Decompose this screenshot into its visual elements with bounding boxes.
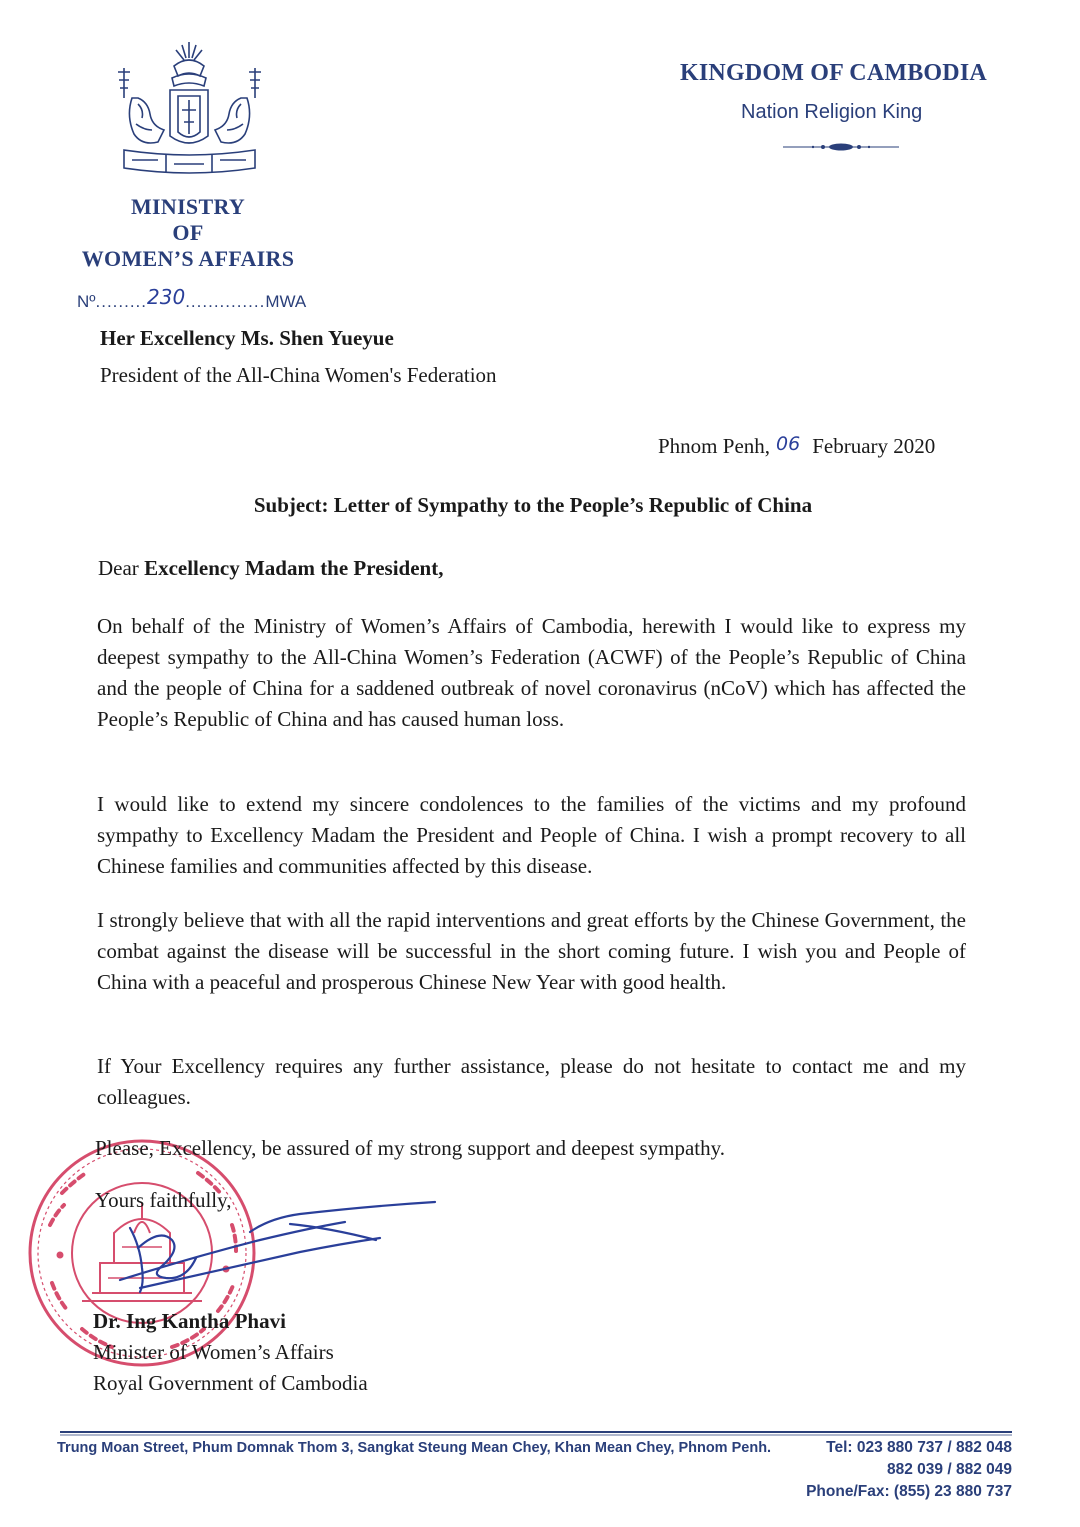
kingdom-title: KINGDOM OF CAMBODIA xyxy=(680,60,987,86)
recipient-title: President of the All-China Women's Federation xyxy=(100,363,497,387)
reference-prefix: Nº xyxy=(77,292,96,311)
sign-off: Yours faithfully, xyxy=(95,1188,232,1212)
ministry-name-line-1: MINISTRY xyxy=(130,194,246,219)
signer-name: Dr. Ing Kantha Phavi xyxy=(93,1309,286,1333)
ministry-name-line-2: OF xyxy=(172,220,204,245)
body-paragraph-3: I strongly believe that with all the rapid interventions and great efforts by the Chinese Government, the combat against the disease will be successful in the short coming future. I wish you and People of China with a peaceful and prosperous Chinese New Year with good health. xyxy=(97,908,966,994)
ministry-name-line-3: WOMEN’S AFFAIRS xyxy=(81,246,295,271)
closing-sentence: Please, Excellency, be assured of my strong support and deepest sympathy. xyxy=(95,1136,726,1160)
date-month-year: February 2020 xyxy=(812,434,936,458)
letter-subject: Subject: Letter of Sympathy to the People’s Republic of China xyxy=(253,493,813,517)
footer-contact xyxy=(806,1437,1012,1503)
signer-position: Minister of Women’s Affairs xyxy=(93,1340,334,1364)
footer-tel-line-2: 882 039 / 882 049 xyxy=(887,1461,1012,1478)
footer-tel-line-1: Tel: 023 880 737 / 882 048 xyxy=(826,1439,1012,1456)
handwritten-signature-icon xyxy=(100,1188,445,1298)
date-day-handwritten: 06 xyxy=(776,433,801,455)
national-motto: Nation Religion King xyxy=(741,101,923,123)
body-paragraph-4: If Your Excellency requires any further assistance, please do not hesitate to contact me and my colleagues. xyxy=(97,1054,966,1109)
signer-organization: Royal Government of Cambodia xyxy=(93,1371,368,1395)
recipient-name: Her Excellency Ms. Shen Yueyue xyxy=(100,326,394,350)
signer-block xyxy=(93,1306,368,1399)
body-paragraph-2: I would like to extend my sincere condolences to the families of the victims and my profound sympathy to Excellency Madam the President and People of China. I wish a prompt recovery to all Chinese families and communities affected by this disease. xyxy=(97,792,966,878)
salutation xyxy=(98,556,443,581)
reference-number-handwritten: 230 xyxy=(147,285,186,309)
footer-address: Trung Moan Street, Phum Domnak Thom 3, Sangkat Steung Mean Chey, Khan Mean Chey, Phnom Penh. xyxy=(57,1440,772,1456)
body-paragraph-1: On behalf of the Ministry of Women’s Affairs of Cambodia, herewith I would like to express my deepest sympathy to the All-China Women’s Federation (ACWF) of the People’s Republic of China and the people of China for a saddened outbreak of novel coronavirus (nCoV) which has affected the People’s Republic of China and has caused human loss. xyxy=(97,614,966,731)
footer-fax-line: Phone/Fax: (855) 23 880 737 xyxy=(806,1483,1012,1500)
date-line xyxy=(658,434,935,459)
salutation-prefix: Dear xyxy=(98,556,139,580)
recipient-block xyxy=(100,320,497,394)
footer-divider xyxy=(60,1430,1012,1436)
reference-suffix: MWA xyxy=(265,292,307,311)
royal-arms-emblem-icon xyxy=(112,38,267,188)
ministry-name xyxy=(60,194,316,272)
salutation-addressee: Excellency Madam the President, xyxy=(144,556,444,580)
ornament-divider-icon xyxy=(783,141,899,153)
reference-number: Nº.........230..............MWA xyxy=(77,285,307,311)
date-place: Phnom Penh, xyxy=(658,434,771,458)
